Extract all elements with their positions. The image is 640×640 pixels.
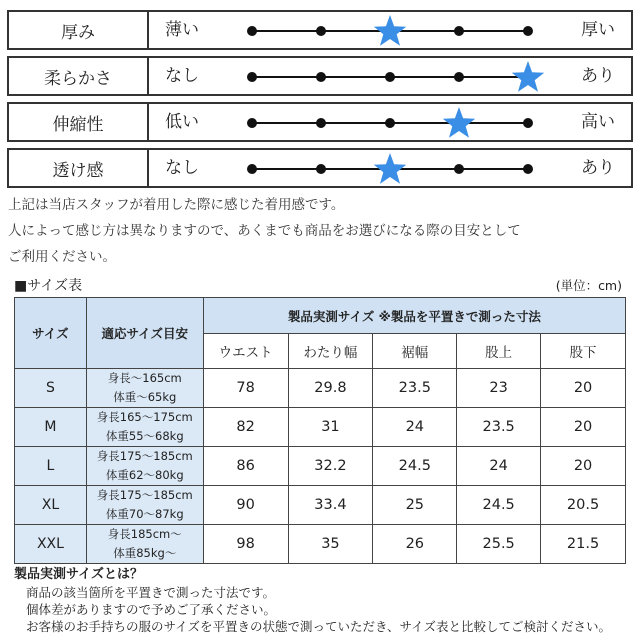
note-line-3: ご利用ください。	[8, 249, 116, 265]
fit-cell	[86, 408, 203, 447]
fit-cell	[86, 486, 203, 525]
footer	[14, 563, 611, 635]
note-line-1: 上記は当店スタッフが着用した際に感じた着用感です。	[8, 197, 345, 213]
value-cell: 20	[541, 369, 626, 408]
scale-dot	[523, 118, 533, 128]
scale-dot	[454, 72, 464, 82]
col-measure-2: 裾幅	[373, 334, 457, 369]
scale-dot	[247, 164, 257, 174]
fit-cell	[86, 447, 203, 486]
rating-high: あり	[581, 66, 615, 86]
value-cell: 25.5	[457, 525, 541, 564]
rating-chart	[7, 7, 633, 191]
rating-label: 厚み	[7, 10, 149, 50]
value-cell: 82	[203, 408, 288, 447]
value-cell: 24	[457, 447, 541, 486]
value-cell: 35	[288, 525, 373, 564]
size-table	[14, 297, 626, 564]
value-cell: 24	[373, 408, 457, 447]
rating-label: 柔らかさ	[7, 56, 149, 96]
size-cell: M	[15, 408, 87, 447]
col-measure-4: 股下	[541, 334, 626, 369]
scale-dot	[316, 72, 326, 82]
size-cell: S	[15, 369, 87, 408]
star-icon	[374, 15, 406, 46]
table-row	[15, 369, 626, 408]
footer-line-2: 個体差がありますので予めご了承ください。	[26, 602, 277, 617]
rating-line	[149, 58, 631, 98]
value-cell: 23.5	[373, 369, 457, 408]
rating-low: 低い	[165, 112, 199, 132]
scale-dot	[454, 26, 464, 36]
scale-dot	[454, 164, 464, 174]
fit-weight: 体重62～80kg	[105, 468, 184, 482]
rating-row	[7, 53, 633, 99]
fit-height: 身長185cm～	[107, 527, 182, 541]
rating-scale	[149, 56, 633, 96]
scale-dot	[247, 26, 257, 36]
rating-low: なし	[165, 66, 199, 86]
scale-dot	[316, 164, 326, 174]
fit-height: 身長165～175cm	[96, 410, 193, 424]
rating-row	[7, 7, 633, 53]
rating-scale	[149, 148, 633, 188]
rating-high: 厚い	[581, 20, 615, 40]
star-icon	[512, 61, 544, 92]
col-measure-3: 股上	[457, 334, 541, 369]
value-cell: 26	[373, 525, 457, 564]
fit-weight: 体重55～68kg	[105, 429, 184, 443]
value-cell: 21.5	[541, 525, 626, 564]
value-cell: 86	[203, 447, 288, 486]
fit-height: 身長175～185cm	[96, 449, 193, 463]
value-cell: 24.5	[373, 447, 457, 486]
size-cell: XXL	[15, 525, 87, 564]
scale-dot	[316, 118, 326, 128]
value-cell: 78	[203, 369, 288, 408]
fit-cell	[86, 525, 203, 564]
value-cell: 23	[457, 369, 541, 408]
value-cell: 24.5	[457, 486, 541, 525]
table-row	[15, 447, 626, 486]
table-row	[15, 408, 626, 447]
scale-dot	[385, 72, 395, 82]
value-cell: 32.2	[288, 447, 373, 486]
fit-height: 身長175～185cm	[96, 488, 193, 502]
rating-line	[149, 150, 631, 190]
scale-dot	[523, 164, 533, 174]
footer-line-3: お客様のお手持ちの服のサイズを平置きの状態で測っていただき、サイズ表と比較してご検討ください。	[26, 619, 612, 634]
rating-line	[149, 12, 631, 52]
value-cell: 25	[373, 486, 457, 525]
value-cell: 20	[541, 447, 626, 486]
rating-line	[149, 104, 631, 144]
value-cell: 20.5	[541, 486, 626, 525]
col-fit-header: 適応サイズ目安	[86, 298, 203, 369]
rating-low: 薄い	[165, 20, 199, 40]
value-cell: 20	[541, 408, 626, 447]
col-size-header: サイズ	[15, 298, 87, 369]
footer-title: 製品実測サイズとは？	[14, 567, 143, 582]
value-cell: 33.4	[288, 486, 373, 525]
col-measure-0: ウエスト	[203, 334, 288, 369]
star-icon	[443, 107, 475, 138]
rating-label: 透け感	[7, 148, 149, 188]
star-icon	[374, 153, 406, 184]
rating-low: なし	[165, 158, 199, 178]
rating-high: あり	[581, 158, 615, 178]
rating-label: 伸縮性	[7, 102, 149, 142]
fit-weight: 体重～65kg	[113, 390, 177, 404]
fit-height: 身長～165cm	[107, 371, 182, 385]
fit-weight: 体重70～87kg	[105, 507, 184, 521]
scale-dot	[316, 26, 326, 36]
table-row	[15, 486, 626, 525]
footer-line-1: 商品の該当箇所を平置きで測った寸法です。	[26, 585, 276, 600]
value-cell: 23.5	[457, 408, 541, 447]
rating-scale	[149, 10, 633, 50]
rating-high: 高い	[581, 112, 615, 132]
scale-dot	[523, 26, 533, 36]
value-cell: 98	[203, 525, 288, 564]
col-measure-1: わたり幅	[288, 334, 373, 369]
size-cell: XL	[15, 486, 87, 525]
value-cell: 29.8	[288, 369, 373, 408]
note-line-2: 人によって感じ方は異なりますので、あくまでも商品をお選びになる際の目安として	[8, 223, 521, 239]
size-cell: L	[15, 447, 87, 486]
rating-row	[7, 145, 633, 191]
size-table-unit: (単位：cm)	[555, 278, 622, 293]
rating-scale	[149, 102, 633, 142]
value-cell: 90	[203, 486, 288, 525]
col-measure-header: 製品実測サイズ ※製品を平置きで測った寸法	[203, 298, 625, 334]
value-cell: 31	[288, 408, 373, 447]
table-row	[15, 525, 626, 564]
rating-row	[7, 99, 633, 145]
fit-weight: 体重85kg～	[113, 546, 177, 560]
fit-cell	[86, 369, 203, 408]
scale-dot	[247, 72, 257, 82]
size-table-heading: ■サイズ表	[14, 278, 83, 294]
scale-dot	[385, 118, 395, 128]
scale-dot	[247, 118, 257, 128]
